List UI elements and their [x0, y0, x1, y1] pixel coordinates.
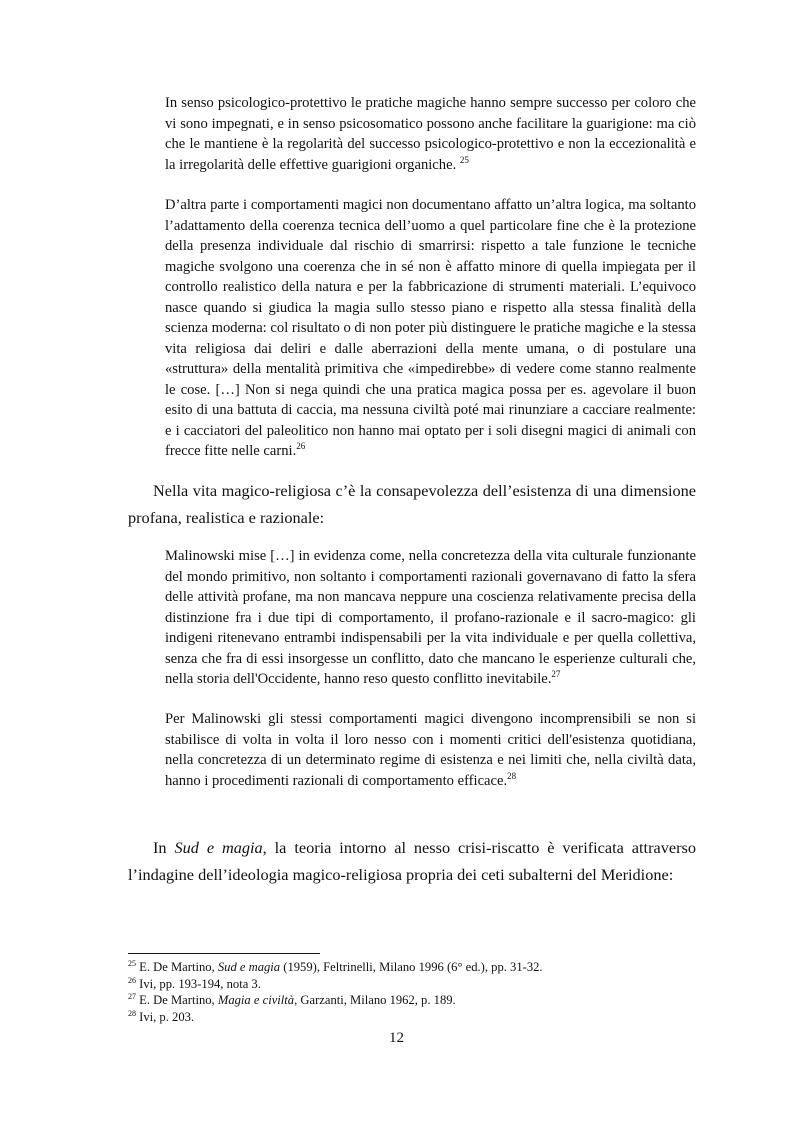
- footnote-number: 28: [128, 1008, 136, 1018]
- footnote-ref[interactable]: 25: [459, 154, 469, 165]
- footnote-number: 26: [128, 975, 136, 985]
- body-paragraph-1: Nella vita magico-religiosa c’è la consapevolezza dell’esistenza di una dimensione profana, realistica e razionale:: [128, 481, 696, 527]
- quote-text: D’altra parte i comportamenti magici non documentano affatto un’altra logica, ma soltanto l’adattamento della coerenza tecnica dell’uomo a quel particolare fine che è la protezione della presenza individuale dal rischio di smarrirsi: rispetto a tale funzione le tecniche magiche svolgono una coerenza che in sé non è affatto minore di quella impiegata per il controllo realistico della natura e per la fabbricazione di strumenti materiali. L’equivoco nasce quando si giudica la magia sullo stesso piano e rispetto alla stessa finalità della scienza moderna: col risultato o di non poter più distinguere le pratiche magiche e la stessa vita religiosa dai deliri e dalle aberrazioni della mente umana, o di postulare una «struttura» della mentalità primitiva che «impedirebbe» di vedere come stanno realmente le cose. […] Non si nega quindi che una pratica magica possa per es. agevolare il buon esito di una battuta di caccia, ma nessuna civiltà poté mai rinunziare a cacciare realmente: e i cacciatori del paleolitico non hanno mai optato per i soli disegni magici di animali con frecce fitte nelle carni.: [165, 197, 696, 459]
- footnotes: [128, 959, 696, 1025]
- page-number: 12: [389, 1030, 404, 1046]
- footnote-text: (1959), Feltrinelli, Milano 1996 (6° ed.), pp. 31-32.: [280, 960, 543, 974]
- footnote-separator: [128, 953, 320, 954]
- footnote-text: , Garzanti, Milano 1962, p. 189.: [294, 993, 456, 1008]
- footnote-ref[interactable]: 26: [296, 441, 306, 452]
- block-quote-3: [165, 546, 696, 690]
- block-quote-2: [165, 195, 696, 462]
- body-paragraph-2: [128, 834, 696, 888]
- footnote-ref[interactable]: 28: [507, 770, 517, 781]
- quote-text: In senso psicologico-protettivo le pratiche magiche hanno sempre successo per coloro che vi sono impegnati, e in senso psicosomatico possono anche facilitare la guarigione: ma ciò che le mantiene è la regolarità del successo psicologico-protettivo e non la eccezionalità e la irregolarità delle effettive guarigioni organiche.: [165, 95, 696, 173]
- book-title: Magia e civiltà: [217, 993, 295, 1008]
- footnote-ref[interactable]: 27: [551, 669, 561, 680]
- block-quote-1: [165, 93, 696, 175]
- footnote-number: 27: [128, 992, 136, 1001]
- footnote-28: [128, 1009, 696, 1026]
- footnote-text: E. De Martino,: [136, 993, 218, 1008]
- footnote-text: E. De Martino,: [136, 960, 218, 974]
- footnote-text: Ivi, pp. 193-194, nota 3.: [136, 976, 261, 991]
- book-title: Sud e magia: [217, 960, 281, 974]
- book-title: Sud e magia: [174, 838, 263, 857]
- paragraph-text: In: [153, 838, 175, 857]
- quote-text: Malinowski mise […] in evidenza come, nella concretezza della vita culturale funzionante del mondo primitivo, non soltanto i comportamenti razionali governavano di fatto la sfera delle attività profane, ma non mancava neppure una coscienza relativamente precisa della distinzione fra i due tipi di comportamento, il profano-razionale e il sacro-magico: gli indigeni ritenevano entrambi indispensabili per la vita individuale e per quella collettiva, senza che fra di essi insorgesse un conflitto, dato che mancano le esperienze culturali che, nella storia dell'Occidente, hanno reso questo conflitto inevitabile.: [165, 548, 696, 687]
- footnote-27: [128, 992, 696, 1009]
- footnote-25: [128, 959, 696, 976]
- quote-text: Per Malinowski gli stessi comportamenti magici divengono incomprensibili se non si stabilisce di volta in volta il loro nesso con i momenti critici dell'esistenza quotidiana, nella concretezza di un determinato regime di esistenza e nei limiti che, nella civiltà data, hanno i procedimenti razionali di comportamento efficace.: [165, 711, 696, 789]
- block-quote-4: [165, 709, 696, 791]
- footnote-text: Ivi, p. 203.: [136, 1009, 195, 1024]
- paragraph-text: , la teoria intorno al nesso crisi-riscatto è verificata attraverso l’indagine dell’ideologia magico-religiosa propria dei ceti subalterni del Meridione:: [128, 838, 696, 884]
- footnote-number: 25: [128, 958, 136, 968]
- footnote-26: [128, 976, 696, 993]
